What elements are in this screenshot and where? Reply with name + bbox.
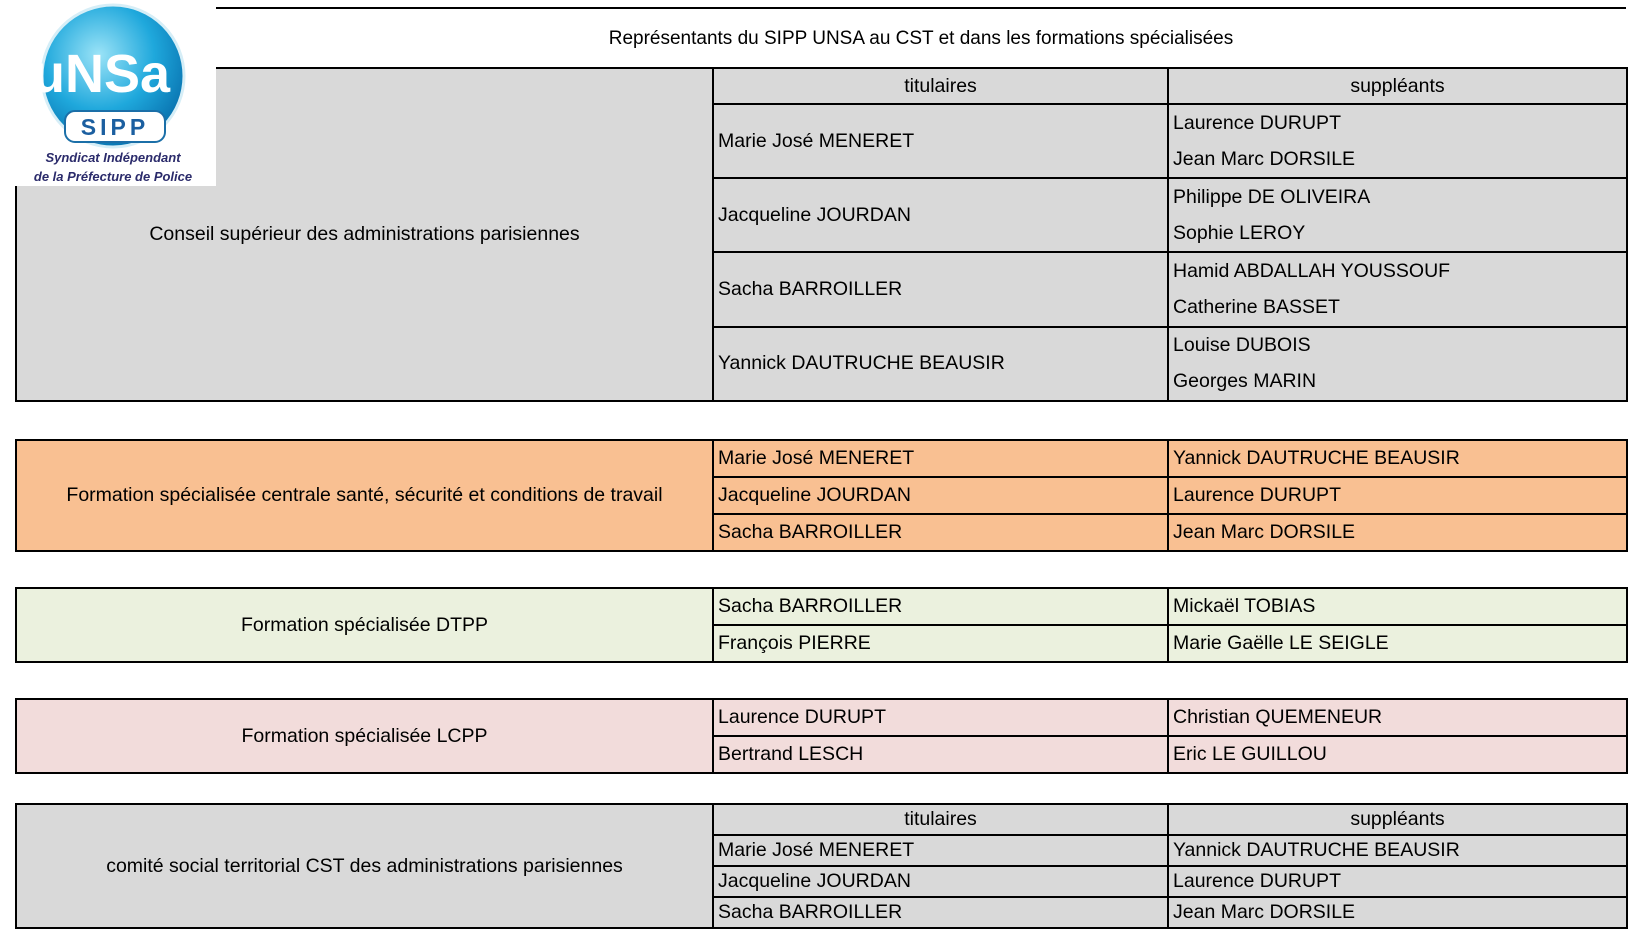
page-title: [216, 7, 1626, 71]
titulaire-cell: Jacqueline JOURDAN: [713, 866, 1168, 897]
section-label: Conseil supérieur des administrations parisiennes: [16, 68, 713, 401]
suppleant-cell: Laurence DURUPT: [1168, 104, 1627, 141]
suppleant-cell: Eric LE GUILLOU: [1168, 736, 1627, 773]
sipp-unsa-logo: [0, 0, 216, 186]
suppleant-cell: Georges MARIN: [1168, 364, 1627, 401]
titulaire-cell: Marie José MENERET: [713, 440, 1168, 477]
logo-sub-text: SIPP: [80, 114, 150, 140]
suppleant-cell: Louise DUBOIS: [1168, 327, 1627, 364]
titulaire-cell: Jacqueline JOURDAN: [713, 178, 1168, 252]
header-row: [16, 804, 1627, 835]
suppleant-cell: Sophie LEROY: [1168, 215, 1627, 252]
suppleant-cell: Mickaël TOBIAS: [1168, 588, 1627, 625]
table-row: [16, 440, 1627, 477]
titulaire-cell: Sacha BARROILLER: [713, 897, 1168, 928]
titulaire-cell: Bertrand LESCH: [713, 736, 1168, 773]
titulaire-cell: Marie José MENERET: [713, 104, 1168, 178]
titulaire-cell: Laurence DURUPT: [713, 699, 1168, 736]
suppleant-cell: Laurence DURUPT: [1168, 477, 1627, 514]
titulaire-cell: Sacha BARROILLER: [713, 514, 1168, 551]
section-table-fs-lcpp: [15, 698, 1628, 774]
suppleant-cell: Marie Gaëlle LE SEIGLE: [1168, 625, 1627, 662]
suppleant-cell: Jean Marc DORSILE: [1168, 514, 1627, 551]
section-table-csap: [15, 67, 1628, 402]
logo-tagline-2: de la Préfecture de Police: [33, 169, 193, 184]
suppleant-cell: Catherine BASSET: [1168, 289, 1627, 326]
section-label: Formation spécialisée DTPP: [16, 588, 713, 662]
titulaire-cell: Marie José MENERET: [713, 835, 1168, 866]
header-titulaires: titulaires: [713, 804, 1168, 835]
logo-brand-text: uNSa: [32, 44, 171, 104]
logo-tagline-1: Syndicat Indépendant: [45, 150, 181, 165]
table-row: [16, 588, 1627, 625]
header-titulaires: titulaires: [713, 68, 1168, 104]
header-suppleants: suppléants: [1168, 804, 1627, 835]
section-label: Formation spécialisée LCPP: [16, 699, 713, 773]
titulaire-cell: Yannick DAUTRUCHE BEAUSIR: [713, 327, 1168, 401]
section-label: comité social territorial CST des administrations parisiennes: [16, 804, 713, 928]
suppleant-cell: Yannick DAUTRUCHE BEAUSIR: [1168, 835, 1627, 866]
header-row: [16, 68, 1627, 104]
section-label: Formation spécialisée centrale santé, sécurité et conditions de travail: [16, 440, 713, 551]
suppleant-cell: Jean Marc DORSILE: [1168, 897, 1627, 928]
logo-emblem-icon: [0, 0, 216, 186]
titulaire-cell: Jacqueline JOURDAN: [713, 477, 1168, 514]
titulaire-cell: Sacha BARROILLER: [713, 588, 1168, 625]
suppleant-cell: Yannick DAUTRUCHE BEAUSIR: [1168, 440, 1627, 477]
section-table-fsc-ssct: [15, 439, 1628, 552]
section-table-cst: [15, 803, 1628, 929]
suppleant-cell: Laurence DURUPT: [1168, 866, 1627, 897]
table-row: [16, 699, 1627, 736]
title-text: Représentants du SIPP UNSA au CST et dans les formations spécialisées: [608, 28, 1234, 49]
suppleant-cell: Jean Marc DORSILE: [1168, 141, 1627, 178]
section-table-fs-dtpp: [15, 587, 1628, 663]
suppleant-cell: Hamid ABDALLAH YOUSSOUF: [1168, 252, 1627, 289]
titulaire-cell: François PIERRE: [713, 625, 1168, 662]
titulaire-cell: Sacha BARROILLER: [713, 252, 1168, 326]
header-suppleants: suppléants: [1168, 68, 1627, 104]
suppleant-cell: Philippe DE OLIVEIRA: [1168, 178, 1627, 215]
suppleant-cell: Christian QUEMENEUR: [1168, 699, 1627, 736]
